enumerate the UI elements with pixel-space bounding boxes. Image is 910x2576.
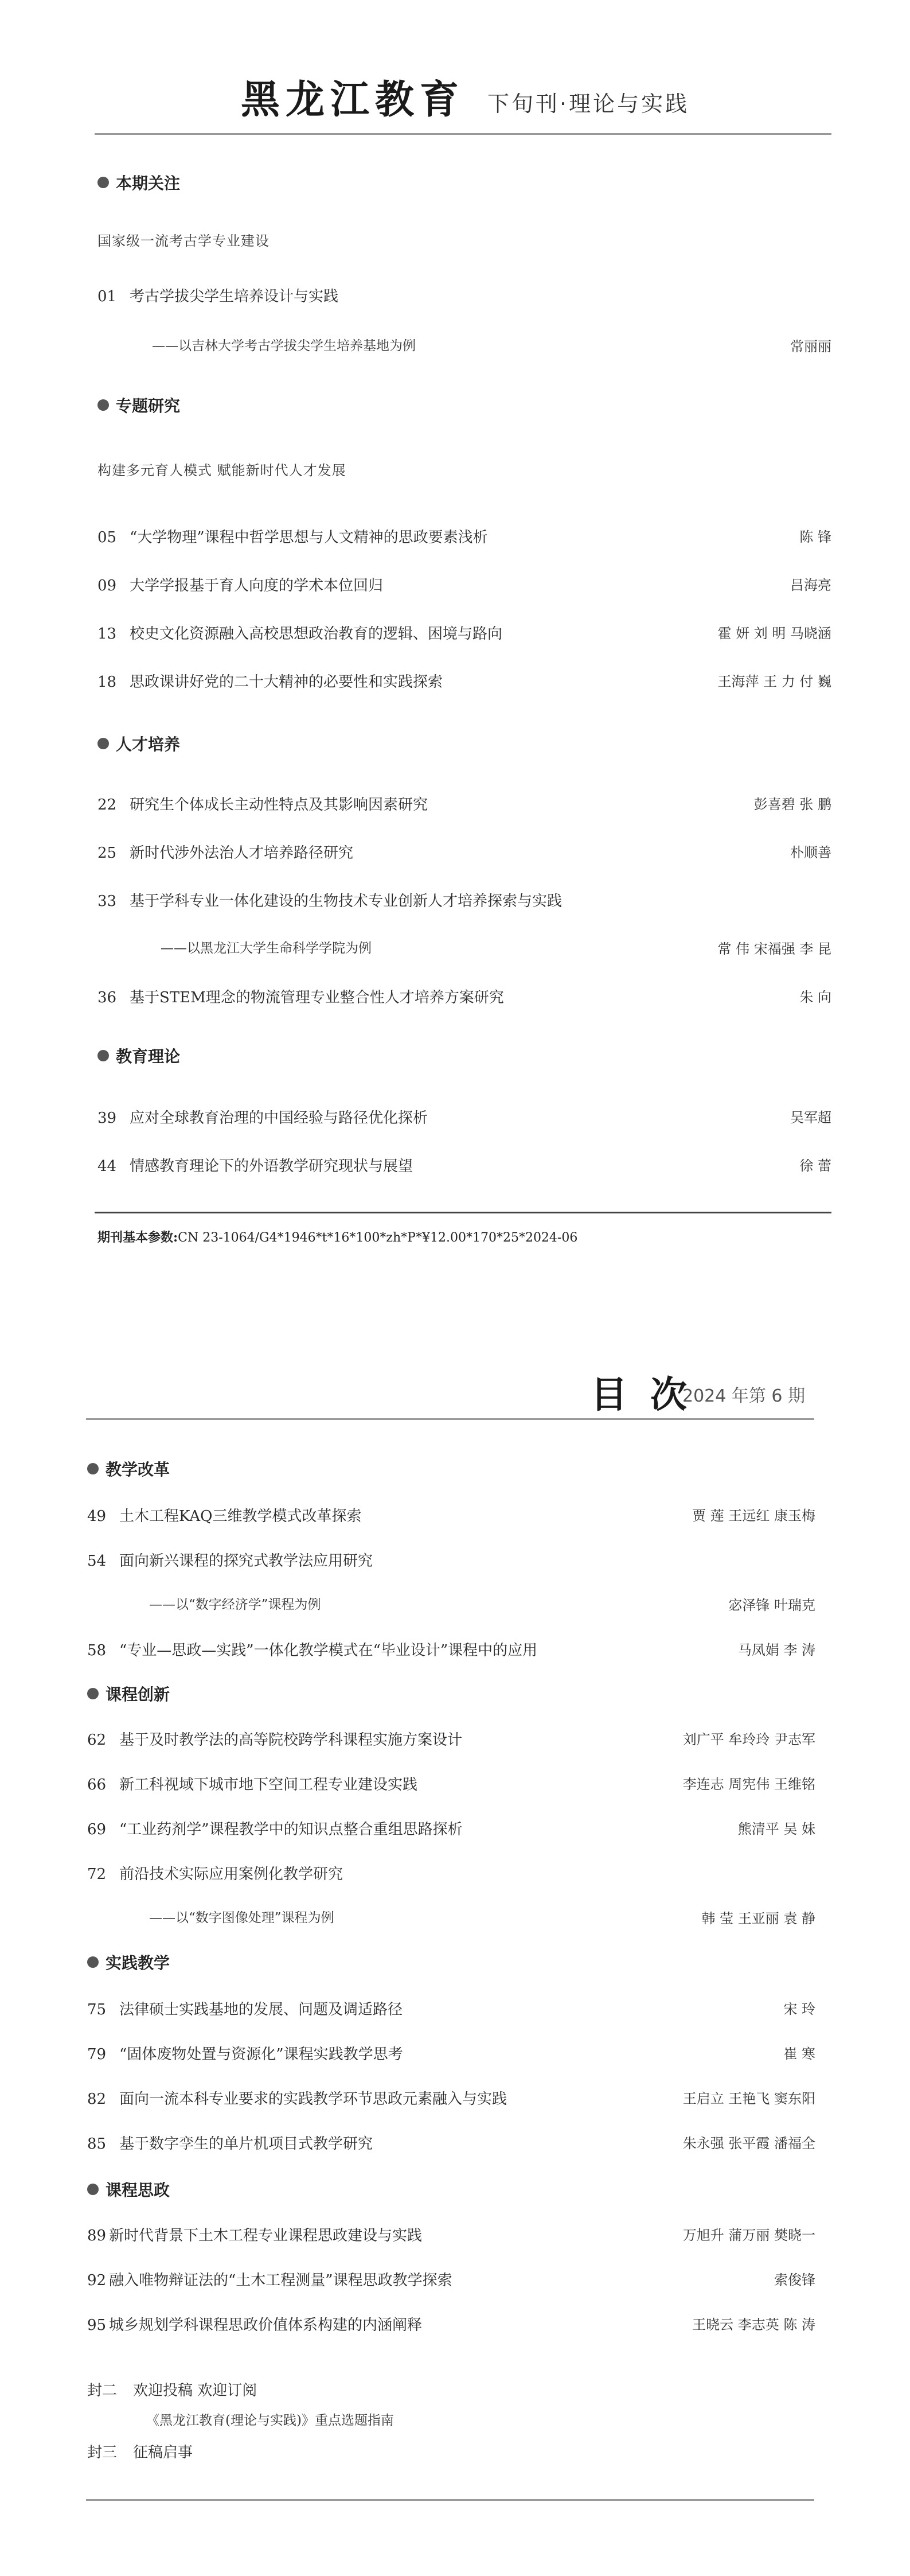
cover-label: 封三 — [87, 2444, 118, 2461]
entry-author: 崔 寒 — [783, 2046, 815, 2062]
entry-author: 朱永强 张平霞 潘福全 — [682, 2135, 815, 2151]
toc-entry[interactable] — [87, 2268, 452, 2290]
entry-title: 融入唯物辩证法的“土木工程测量”课程思政教学探索 — [109, 2272, 452, 2289]
page-number: 09 — [97, 577, 117, 594]
page-number: 85 — [87, 2135, 107, 2153]
entry-author: 吕海亮 — [790, 577, 831, 593]
journal-params — [97, 1228, 577, 1246]
page-number: 79 — [87, 2046, 107, 2063]
entry-author: 彭喜碧 张 鹏 — [753, 796, 831, 812]
entry-title: 情感教育理论下的外语教学研究现状与展望 — [130, 1158, 413, 1175]
entry-author: 马凤娟 李 涛 — [737, 1642, 815, 1658]
entry-author: 熊清平 吴 妹 — [737, 1821, 815, 1837]
section-title: 教育理论 — [116, 1047, 181, 1066]
toc-entry[interactable] — [97, 670, 443, 691]
entry-title: 考古学拔尖学生培养设计与实践 — [130, 288, 339, 305]
toc-entry[interactable] — [87, 2132, 373, 2153]
entry-title: 大学学报基于育人向度的学术本位回归 — [130, 577, 384, 594]
section-title: 实践教学 — [106, 1954, 170, 1972]
entry-subtitle: ——以“数字经济学”课程为例 — [149, 1597, 321, 1612]
toc-entry[interactable] — [87, 1862, 343, 1884]
toc-entry[interactable] — [87, 1773, 417, 1794]
page-number: 25 — [97, 845, 117, 862]
section-header — [97, 1044, 180, 1067]
section-title: 课程创新 — [106, 1685, 170, 1704]
entry-author: 徐 蕾 — [799, 1158, 831, 1174]
entry-title: 面向一流本科专业要求的实践教学环节思政元素融入与实践 — [119, 2091, 507, 2108]
entry-title: 校史文化资源融入高校思想政治教育的逻辑、困境与路向 — [130, 625, 503, 643]
entry-title: 法律硕士实践基地的发展、问题及调适路径 — [119, 2001, 403, 2018]
toc-entry[interactable] — [87, 1728, 462, 1749]
page-number: 36 — [97, 989, 117, 1006]
toc-entry[interactable] — [97, 285, 338, 306]
masthead-rule — [95, 133, 831, 135]
page-number: 18 — [97, 674, 117, 691]
topic-line: 构建多元育人模式 赋能新时代人才发展 — [97, 462, 346, 478]
entry-title: 前沿技术实际应用案例化教学研究 — [119, 1866, 343, 1883]
entry-author: 常丽丽 — [790, 338, 831, 355]
entry-author: 王启立 王艳飞 窦东阳 — [682, 2091, 815, 2107]
page-number: 54 — [87, 1552, 107, 1570]
page-number: 22 — [97, 796, 117, 814]
toc-entry[interactable] — [97, 622, 502, 643]
entry-title: “大学物理”课程中哲学思想与人文精神的思政要素浅析 — [130, 529, 488, 546]
toc-entry[interactable] — [87, 2087, 507, 2108]
section-header — [97, 732, 180, 755]
bullet-icon — [97, 399, 109, 411]
cover-text: 征稿启事 — [133, 2444, 193, 2461]
toc-entry[interactable] — [87, 1504, 361, 1526]
params-label: 期刊基本参数: — [97, 1230, 178, 1245]
page-number: 39 — [97, 1110, 117, 1127]
toc-entry[interactable] — [87, 2313, 422, 2334]
toc-entry[interactable] — [97, 841, 353, 862]
entry-author: 宋 玲 — [783, 2001, 815, 2017]
entry-subtitle: ——以黑龙江大学生命科学学院为例 — [161, 941, 372, 956]
cover-note-detail: 《黑龙江教育(理论与实践)》重点选题指南 — [146, 2413, 394, 2428]
page-number: 89 — [87, 2227, 107, 2244]
entry-subtitle: ——以“数字图像处理”课程为例 — [149, 1910, 334, 1925]
bullet-icon — [97, 177, 109, 188]
toc-entry[interactable] — [97, 1154, 413, 1176]
journal-subtitle: 下旬刊·理论与实践 — [487, 91, 690, 116]
bullet-icon — [87, 1688, 99, 1699]
entry-title: 应对全球教育治理的中国经验与路径优化探析 — [130, 1110, 428, 1127]
section-header — [87, 2178, 170, 2201]
cover-text: 欢迎投稿 欢迎订阅 — [133, 2382, 257, 2399]
toc-entry[interactable] — [97, 986, 504, 1007]
entry-author: 李连志 周宪伟 王维铭 — [682, 1776, 815, 1792]
entry-title: “专业—思政—实践”一体化教学模式在“毕业设计”课程中的应用 — [119, 1642, 538, 1659]
page-number: 82 — [87, 2091, 107, 2108]
entry-author: 刘广平 牟玲玲 尹志军 — [682, 1731, 815, 1748]
section-title: 本期关注 — [116, 174, 181, 193]
entry-title: 基于及时教学法的高等院校跨学科课程实施方案设计 — [119, 1731, 463, 1749]
page-number: 75 — [87, 2001, 107, 2018]
page-number: 05 — [97, 529, 117, 546]
section-header — [87, 1682, 170, 1705]
toc-title: 目次 — [591, 1373, 710, 1417]
entry-author: 王海萍 王 力 付 巍 — [717, 674, 831, 690]
entry-subtitle: ——以吉林大学考古学拔尖学生培养基地为例 — [152, 338, 416, 353]
bullet-icon — [87, 2184, 99, 2195]
page-number: 01 — [97, 288, 117, 305]
bullet-icon — [97, 738, 109, 749]
entry-title: 新时代涉外法治人才培养路径研究 — [130, 845, 354, 862]
toc-entry[interactable] — [97, 1106, 428, 1127]
entry-title: 基于STEM理念的物流管理专业整合性人才培养方案研究 — [130, 989, 504, 1006]
toc-entry[interactable] — [87, 1639, 537, 1660]
toc-entry[interactable] — [97, 889, 562, 910]
toc-entry[interactable] — [97, 526, 488, 547]
section-header — [97, 171, 180, 194]
issue-label: 2024 年第 6 期 — [682, 1386, 806, 1406]
divider-rule — [95, 1212, 831, 1213]
entry-title: 城乡规划学科课程思政价值体系构建的内涵阐释 — [109, 2317, 423, 2334]
page-number: 13 — [97, 625, 117, 643]
params-value: CN 23-1064/G4*1946*t*16*100*zh*P*¥12.00*170*25*2024-06 — [178, 1231, 578, 1245]
page-number: 92 — [87, 2272, 107, 2289]
section-title: 教学改革 — [106, 1460, 170, 1479]
toc-rule — [86, 1418, 814, 1420]
toc-entry[interactable] — [87, 2224, 422, 2245]
toc-entry[interactable] — [87, 2042, 403, 2064]
entry-author: 韩 莹 王亚丽 袁 静 — [701, 1910, 815, 1927]
entry-title: 土木工程KAQ三维教学模式改革探索 — [119, 1508, 362, 1525]
journal-title: 黑龙江教育 — [241, 77, 465, 123]
page-number: 72 — [87, 1866, 107, 1883]
entry-title: 新时代背景下土木工程专业课程思政建设与实践 — [109, 2227, 423, 2244]
cover-note — [87, 2379, 257, 2400]
entry-author: 霍 妍 刘 明 马晓涵 — [717, 625, 831, 641]
toc-entry[interactable] — [87, 1818, 463, 1839]
page-number: 44 — [97, 1158, 117, 1175]
entry-author: 朱 向 — [799, 989, 831, 1005]
cover-note — [87, 2441, 193, 2462]
section-header — [87, 1951, 170, 1974]
footer-rule — [86, 2499, 814, 2501]
bullet-icon — [97, 1050, 109, 1061]
entry-author: 王晓云 李志英 陈 涛 — [692, 2317, 815, 2333]
entry-author: 常 伟 宋福强 李 昆 — [717, 941, 831, 957]
toc-entry[interactable] — [87, 1998, 403, 2019]
page-number: 66 — [87, 1776, 107, 1793]
entry-title: “固体废物处置与资源化”课程实践教学思考 — [119, 2046, 403, 2063]
entry-title: “工业药剂学”课程教学中的知识点整合重组思路探析 — [119, 1821, 463, 1838]
toc-entry[interactable] — [97, 793, 428, 814]
page-number: 33 — [97, 893, 117, 910]
entry-author: 朴顺善 — [790, 845, 831, 861]
entry-author: 万旭升 蒲万丽 樊晓一 — [682, 2227, 815, 2243]
bullet-icon — [87, 1956, 99, 1968]
toc-entry[interactable] — [87, 1549, 373, 1570]
entry-author: 陈 锋 — [799, 529, 831, 545]
page-number: 49 — [87, 1508, 107, 1525]
entry-title: 基于学科专业一体化建设的生物技术专业创新人才培养探索与实践 — [130, 893, 563, 910]
entry-author: 贾 莲 王远红 康玉梅 — [692, 1508, 815, 1524]
page-number: 95 — [87, 2317, 107, 2334]
section-header — [87, 1457, 170, 1480]
section-header — [97, 394, 180, 417]
section-title: 专题研究 — [116, 396, 181, 415]
bullet-icon — [87, 1463, 99, 1474]
entry-author: 吴军超 — [790, 1110, 831, 1126]
entry-title: 新工科视域下城市地下空间工程专业建设实践 — [119, 1776, 418, 1793]
page-number: 62 — [87, 1731, 107, 1749]
toc-entry[interactable] — [97, 574, 383, 595]
entry-title: 研究生个体成长主动性特点及其影响因素研究 — [130, 796, 428, 814]
topic-line: 国家级一流考古学专业建设 — [97, 233, 270, 249]
entry-author: 索俊锋 — [774, 2272, 815, 2288]
entry-title: 面向新兴课程的探究式教学法应用研究 — [119, 1552, 373, 1570]
entry-title: 基于数字孪生的单片机项目式教学研究 — [119, 2135, 373, 2153]
section-title: 课程思政 — [106, 2181, 170, 2200]
page-number: 69 — [87, 1821, 107, 1838]
section-title: 人才培养 — [116, 735, 181, 754]
page-number: 58 — [87, 1642, 107, 1659]
entry-title: 思政课讲好党的二十大精神的必要性和实践探索 — [130, 674, 443, 691]
entry-author: 宓泽锋 叶瑞克 — [728, 1597, 815, 1613]
cover-label: 封二 — [87, 2382, 118, 2399]
